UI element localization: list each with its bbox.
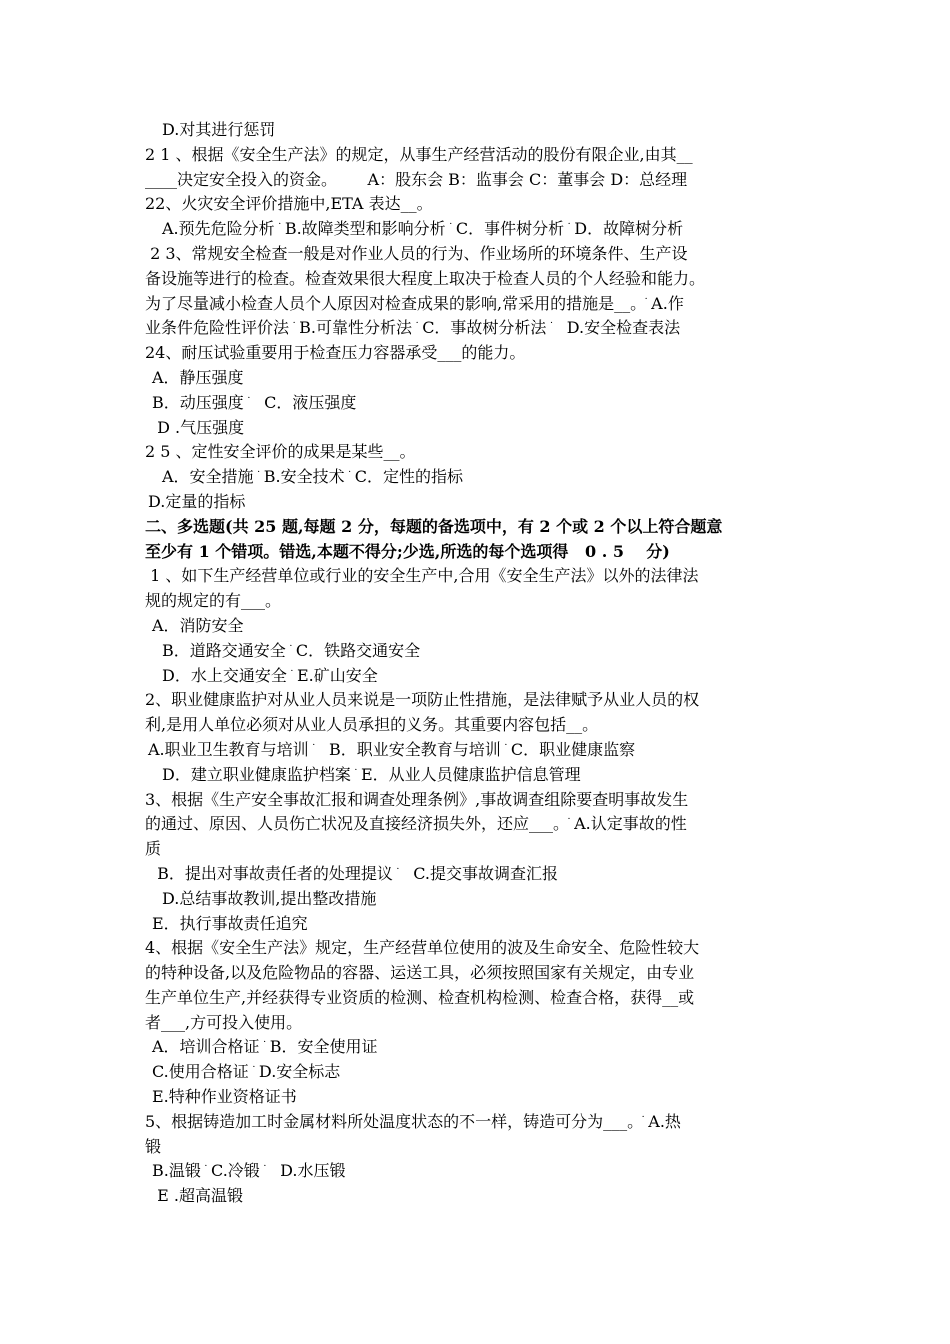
text-line: B．提出对事故责任者的处理提议 ֺ C.提交事故调查汇报 — [152, 863, 558, 883]
text-line: 者___,方可投入使用。 — [145, 1012, 303, 1032]
text-line: D.对其进行惩罚 — [162, 120, 276, 139]
text-line: 22、火灾安全评价措施中,ETA 表达__。 — [145, 194, 433, 214]
text-line: 生产单位生产,并经获得专业资质的检测、检查机构检测、检查合格，获得__或 — [145, 987, 695, 1007]
text-line: B．道路交通安全 ֺ C．铁路交通安全 — [162, 640, 421, 660]
document-page — [0, 118, 950, 1209]
text-line: 3、根据《生产安全事故汇报和调查处理条例》,事故调查组除要查明事故发生 — [145, 789, 689, 809]
section-heading-line: 二、多选题(共 25 题,每题 2 分，每题的备选项中，有 2 个或 2 个以上符合题意 — [145, 516, 723, 536]
text-line: ____决定安全投入的资金。 A：股东会 B：监事会 C：董事会 D：总经理 — [145, 169, 688, 189]
text-line: 1 、如下生产经营单位或行业的安全生产中,合用《安全生产法》以外的法律法 — [145, 566, 699, 586]
text-line: 业条件危险性评价法 ֺ B.可靠性分析法 ֺ C．事故树分析法 ֺ D.安全检查表法 — [145, 318, 681, 338]
text-line: E .超高温锻 — [152, 1186, 243, 1206]
text-line: D．水上交通安全 ֺ E.矿山安全 — [162, 665, 378, 685]
text-line: D .气压强度 — [152, 417, 245, 437]
text-line: 2 1 、根据《安全生产法》的规定，从事生产经营活动的股份有限企业,由其__ — [145, 144, 693, 164]
text-line: 锻 — [145, 1136, 162, 1156]
text-line: A.职业卫生教育与培训 ֺ B．职业安全教育与培训 ֺ C．职业健康监察 — [148, 739, 636, 759]
text-line: D．建立职业健康监护档案 ֺ E．从业人员健康监护信息管理 — [162, 764, 581, 784]
text-line: D.定量的指标 — [148, 491, 246, 511]
section-heading-line: 至少有 1 个错项。错选,本题不得分;少选,所选的每个选项得 0 . 5 分) — [145, 541, 670, 561]
text-line: C.使用合格证 ֺ D.安全标志 — [152, 1062, 341, 1082]
text-line: B．动压强度 ֺ C．液压强度 — [152, 392, 357, 412]
text-line: 备设施等进行的检查。检查效果很大程度上取决于检查人员的个人经验和能力。 — [145, 268, 706, 288]
text-line: 24、耐压试验重要用于检查压力容器承受___的能力。 — [145, 343, 526, 363]
text-line: 2 5 、定性安全评价的成果是某些__。 — [145, 442, 416, 462]
text-line: E.特种作业资格证书 — [152, 1087, 297, 1107]
text-line: E．执行事故责任追究 — [152, 913, 308, 933]
text-line: 为了尽量减小检查人员个人原因对检查成果的影响,常采用的措施是__。ֺ A.作 — [145, 293, 684, 313]
text-line: B.温锻 ֺ C.冷锻 ֺ D.水压锻 — [152, 1161, 346, 1181]
text-line: 的特种设备,以及危险物品的容器、运送工具，必须按照国家有关规定，由专业 — [145, 963, 695, 983]
text-line: A．静压强度 — [152, 367, 244, 387]
text-line: 4、根据《安全生产法》规定，生产经营单位使用的波及生命安全、危险性较大 — [145, 938, 700, 958]
text-line: 5、根据铸造加工时金属材料所处温度状态的不一样，铸造可分为___。ֺ A.热 — [145, 1111, 681, 1131]
text-line: 2 3、常规安全检查一般是对作业人员的行为、作业场所的环境条件、生产设 — [145, 243, 688, 263]
text-line: A．培训合格证 ֺ B．安全使用证 — [152, 1037, 378, 1057]
text-line: D.总结事故教训,提出整改措施 — [162, 888, 377, 908]
text-line: 的通过、原因、人员伤亡状况及直接经济损失外，还应___。ֺ A.认定事故的性 — [145, 814, 687, 834]
text-line: 质 — [145, 839, 162, 859]
text-line: A．安全措施 ֺ B.安全技术 ֺ C．定性的指标 — [162, 467, 463, 487]
text-line: 利,是用人单位必须对从业人员承担的义务。其重要内容包括__。 — [145, 715, 599, 735]
text-line: 2、职业健康监护对从业人员来说是一项防止性措施，是法律赋予从业人员的权 — [145, 690, 700, 710]
text-line: A.预先危险分析 ֺ B.故障类型和影响分析 ֺ C．事件树分析 ֺ D．故障树分析 — [162, 219, 684, 239]
text-line: A．消防安全 — [152, 615, 244, 635]
text-line: 规的规定的有___。 — [145, 591, 282, 611]
